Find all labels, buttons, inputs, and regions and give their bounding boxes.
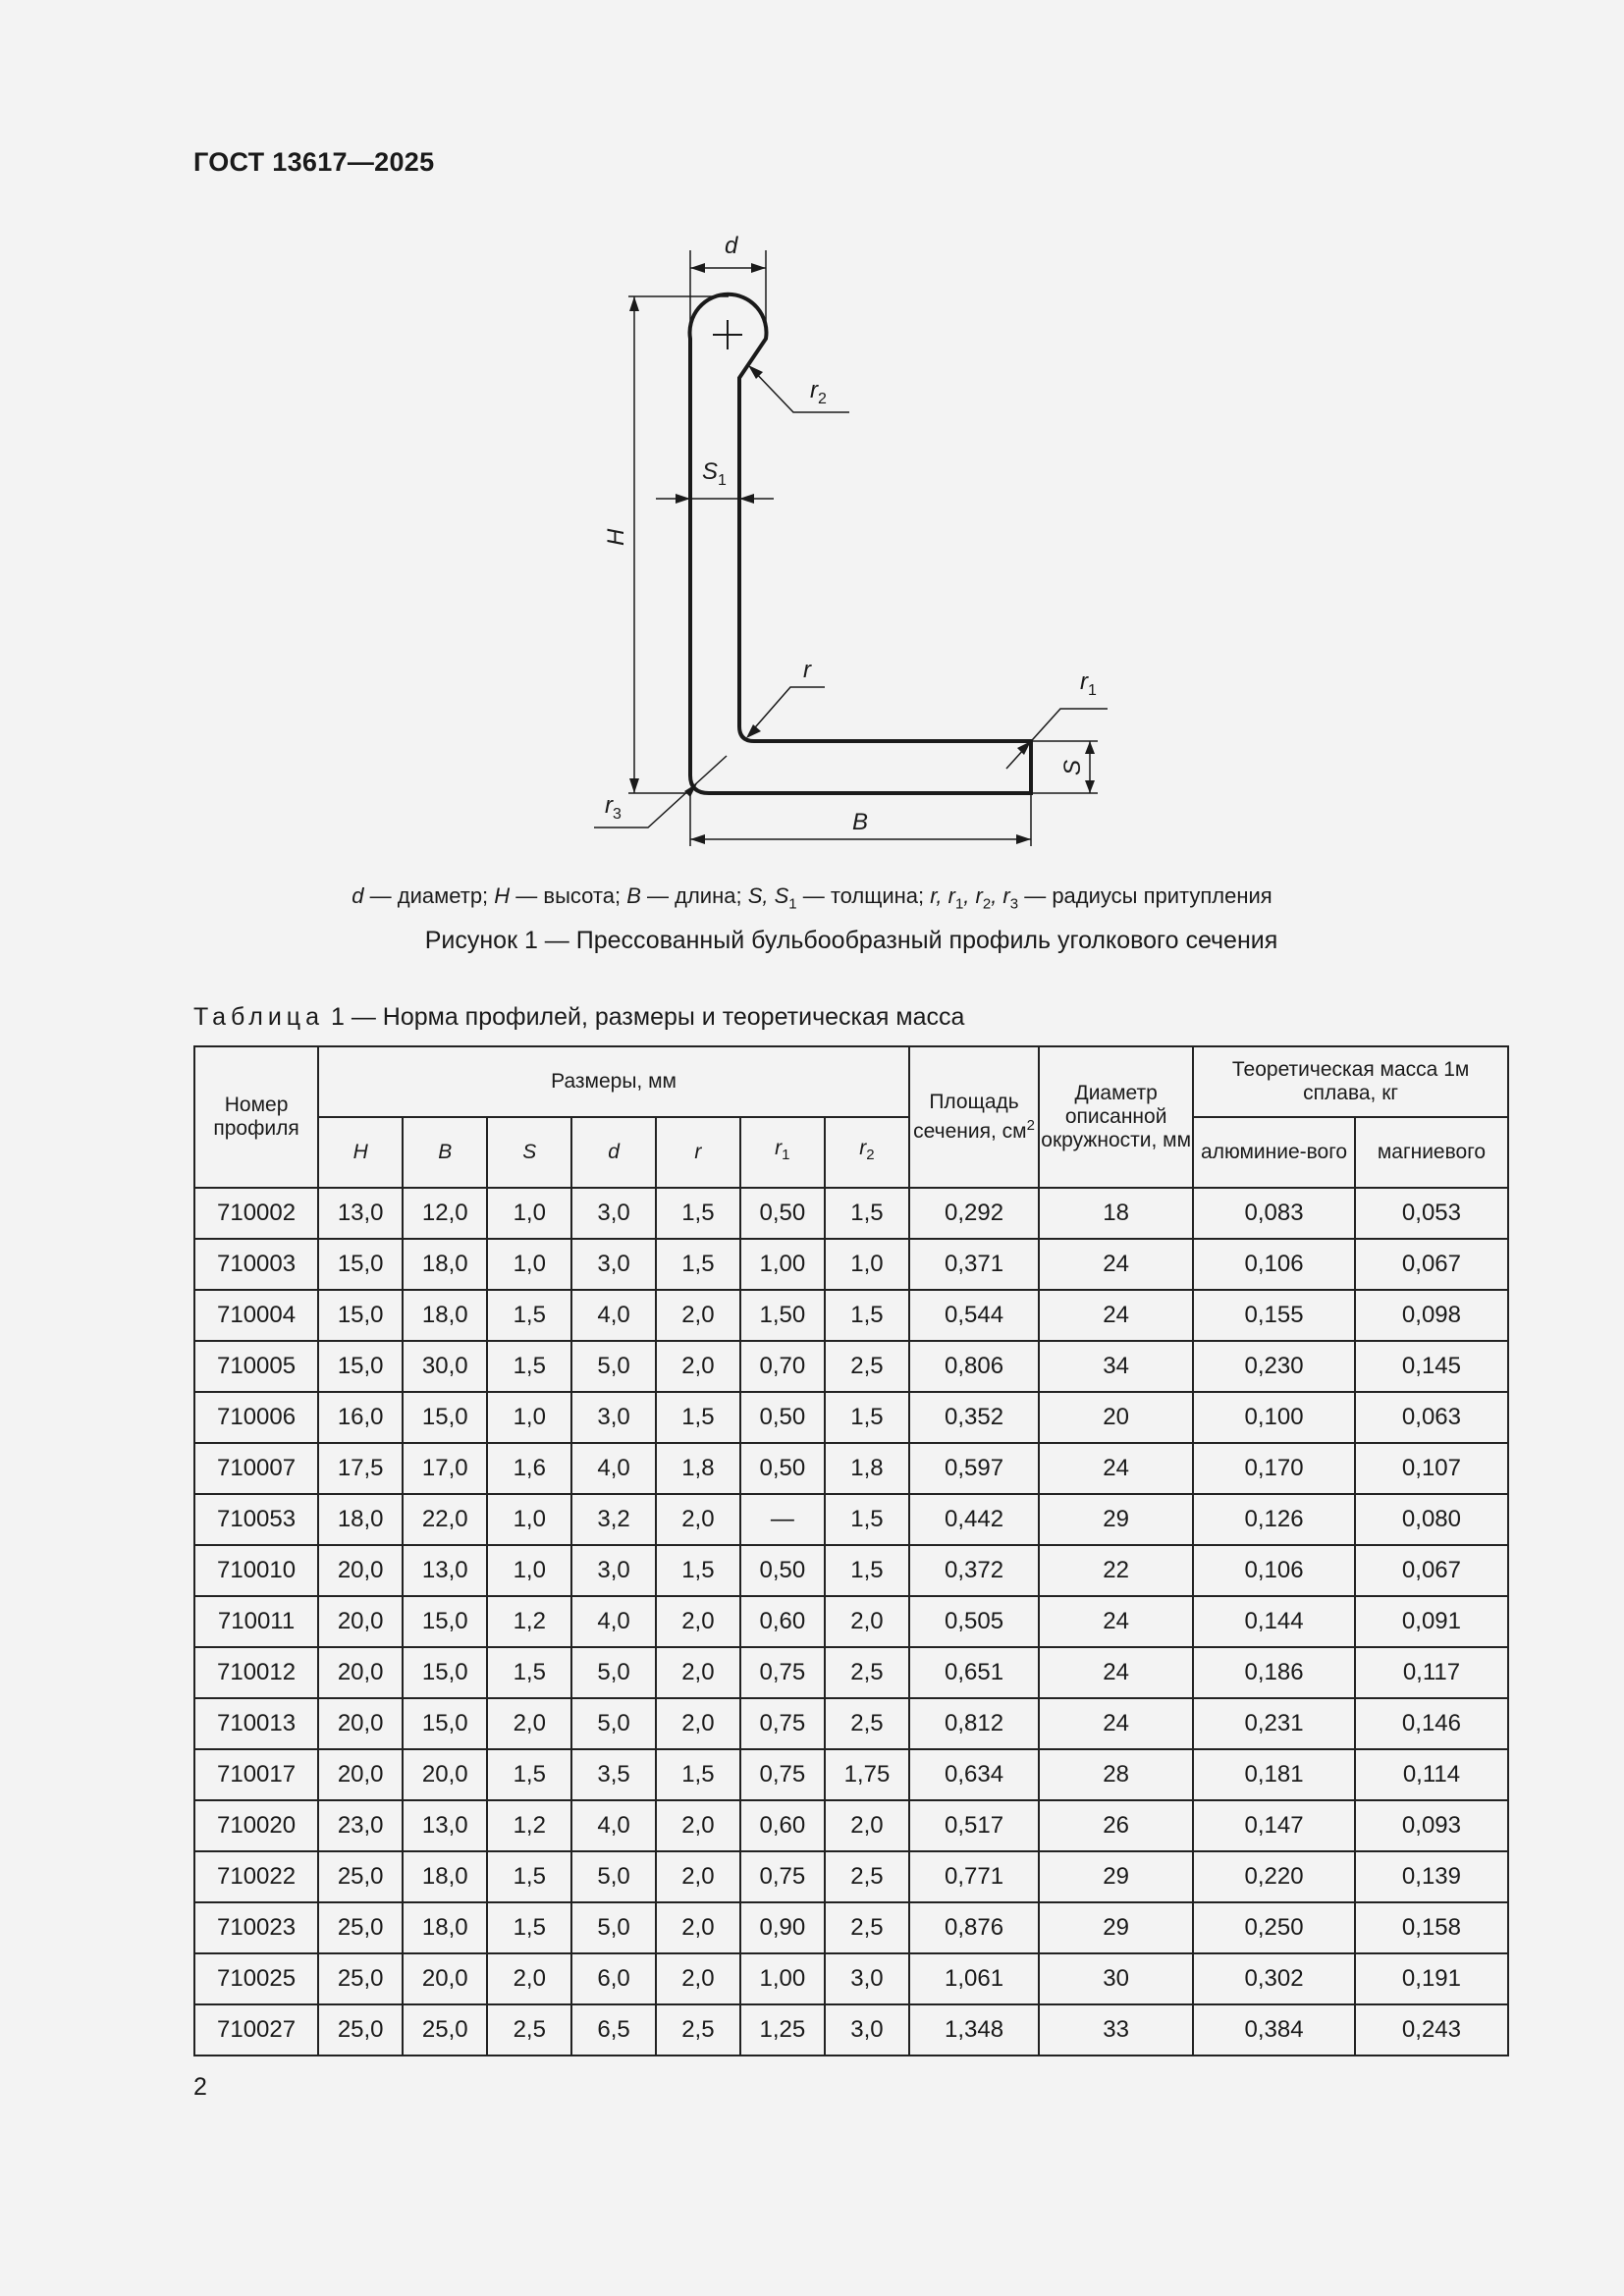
- table-row: [194, 1290, 1508, 1341]
- table-cell: 1,8: [825, 1443, 909, 1494]
- table-cell: 1,5: [656, 1239, 740, 1290]
- table-cell: 22,0: [403, 1494, 487, 1545]
- table-cell: 2,5: [825, 1851, 909, 1902]
- table-cell: 2,5: [825, 1698, 909, 1749]
- table-cell: 0,091: [1355, 1596, 1508, 1647]
- table-cell: 1,5: [656, 1392, 740, 1443]
- table-cell: 0,053: [1355, 1188, 1508, 1239]
- table-cell: 18: [1039, 1188, 1193, 1239]
- table-cell: 0,067: [1355, 1239, 1508, 1290]
- profile-drawing: [550, 216, 1139, 864]
- table-cell: 2,0: [656, 1698, 740, 1749]
- table-cell: 1,75: [825, 1749, 909, 1800]
- table-cell: 18,0: [403, 1902, 487, 1953]
- table-cell: 0,75: [740, 1851, 825, 1902]
- table-cell: 710023: [194, 1902, 318, 1953]
- label-r: r: [803, 657, 811, 683]
- table-cell: 0,50: [740, 1392, 825, 1443]
- table-cell: 2,0: [825, 1800, 909, 1851]
- table-cell: 1,2: [487, 1596, 571, 1647]
- table-cell: 710053: [194, 1494, 318, 1545]
- table-cell: 0,302: [1193, 1953, 1355, 2004]
- table-cell: 0,352: [909, 1392, 1039, 1443]
- table-cell: 18,0: [318, 1494, 403, 1545]
- table-cell: 1,5: [656, 1749, 740, 1800]
- table-cell: 20,0: [318, 1698, 403, 1749]
- figure-caption: Рисунок 1 — Прессованный бульбообразный профиль уголкового сечения: [424, 927, 1278, 954]
- table-cell: 1,8: [656, 1443, 740, 1494]
- table-cell: 24: [1039, 1647, 1193, 1698]
- table-cell: 0,634: [909, 1749, 1039, 1800]
- table-cell: 24: [1039, 1596, 1193, 1647]
- header-r1: $r_1$: [740, 1117, 825, 1188]
- label-r3: $r_3$: [605, 792, 622, 823]
- table-cell: 3,0: [571, 1545, 656, 1596]
- table-cell: 2,0: [656, 1902, 740, 1953]
- table-cell: 2,0: [825, 1596, 909, 1647]
- table-cell: 15,0: [403, 1392, 487, 1443]
- header-area: Площадь сечения, $см^2$: [909, 1046, 1039, 1188]
- table-title: Таблица 1 — Норма профилей, размеры и теоретическая масса: [193, 1003, 965, 1031]
- table-cell: 0,812: [909, 1698, 1039, 1749]
- table-cell: 1,5: [825, 1188, 909, 1239]
- table-cell: 20,0: [318, 1545, 403, 1596]
- table-cell: 710006: [194, 1392, 318, 1443]
- label-H: H: [603, 528, 629, 546]
- table-cell: 2,5: [825, 1647, 909, 1698]
- table-cell: 0,90: [740, 1902, 825, 1953]
- table-row: [194, 1698, 1508, 1749]
- document-header: ГОСТ 13617—2025: [193, 147, 435, 177]
- table-cell: 2,5: [825, 1341, 909, 1392]
- table-cell: 0,75: [740, 1647, 825, 1698]
- table-cell: 1,5: [656, 1188, 740, 1239]
- table-cell: 25,0: [318, 1902, 403, 1953]
- table-cell: 3,0: [825, 1953, 909, 2004]
- label-S: S: [1059, 759, 1086, 775]
- table-cell: 2,0: [656, 1953, 740, 2004]
- table-cell: 2,0: [487, 1698, 571, 1749]
- table-cell: 1,5: [487, 1647, 571, 1698]
- table-cell: 0,191: [1355, 1953, 1508, 2004]
- table-cell: 18,0: [403, 1239, 487, 1290]
- table-cell: 1,00: [740, 1239, 825, 1290]
- table-cell: 0,597: [909, 1443, 1039, 1494]
- header-aluminum: алюминие-вого: [1193, 1117, 1355, 1188]
- label-d: d: [725, 233, 738, 259]
- table-cell: 1,5: [487, 1851, 571, 1902]
- table-cell: 0,145: [1355, 1341, 1508, 1392]
- table-cell: 0,100: [1193, 1392, 1355, 1443]
- profiles-table: [193, 1045, 1509, 2056]
- table-cell: 12,0: [403, 1188, 487, 1239]
- table-cell: 0,371: [909, 1239, 1039, 1290]
- label-r1: $r_1$: [1080, 668, 1097, 699]
- table-cell: 0,114: [1355, 1749, 1508, 1800]
- header-diameter: Диаметр описанной окружности, мм: [1039, 1046, 1193, 1188]
- table-cell: 1,50: [740, 1290, 825, 1341]
- table-cell: 0,186: [1193, 1647, 1355, 1698]
- table-cell: 29: [1039, 1494, 1193, 1545]
- table-cell: 1,5: [825, 1545, 909, 1596]
- table-cell: 1,2: [487, 1800, 571, 1851]
- table-cell: 0,139: [1355, 1851, 1508, 1902]
- table-cell: 13,0: [403, 1800, 487, 1851]
- table-cell: 1,0: [487, 1494, 571, 1545]
- table-cell: 1,5: [487, 1290, 571, 1341]
- table-cell: 4,0: [571, 1290, 656, 1341]
- table-cell: 6,0: [571, 1953, 656, 2004]
- table-cell: 20: [1039, 1392, 1193, 1443]
- label-S1: $S_1$: [702, 458, 727, 489]
- table-cell: 0,147: [1193, 1800, 1355, 1851]
- table-cell: 0,250: [1193, 1902, 1355, 1953]
- table-cell: 1,5: [656, 1545, 740, 1596]
- table-cell: 25,0: [318, 1851, 403, 1902]
- header-r2: $r_2$: [825, 1117, 909, 1188]
- table-cell: 1,348: [909, 2004, 1039, 2056]
- table-cell: 20,0: [403, 1953, 487, 2004]
- table-cell: 710020: [194, 1800, 318, 1851]
- table-cell: 3,0: [571, 1188, 656, 1239]
- table-cell: 1,5: [487, 1902, 571, 1953]
- table-cell: 15,0: [403, 1698, 487, 1749]
- table-cell: 710013: [194, 1698, 318, 1749]
- table-cell: 0,50: [740, 1188, 825, 1239]
- table-cell: 0,60: [740, 1800, 825, 1851]
- table-cell: 710007: [194, 1443, 318, 1494]
- table-cell: 34: [1039, 1341, 1193, 1392]
- table-cell: 0,080: [1355, 1494, 1508, 1545]
- r-leader: [749, 687, 825, 734]
- table-cell: 25,0: [403, 2004, 487, 2056]
- table-cell: 15,0: [318, 1290, 403, 1341]
- table-cell: 0,806: [909, 1341, 1039, 1392]
- table-cell: 0,067: [1355, 1545, 1508, 1596]
- table-cell: 710025: [194, 1953, 318, 2004]
- table-cell: 24: [1039, 1290, 1193, 1341]
- table-cell: 2,0: [656, 1851, 740, 1902]
- table-cell: 0,544: [909, 1290, 1039, 1341]
- table-cell: 1,0: [825, 1239, 909, 1290]
- table-cell: 17,5: [318, 1443, 403, 1494]
- table-cell: 0,442: [909, 1494, 1039, 1545]
- table-cell: 0,70: [740, 1341, 825, 1392]
- table-cell: 30: [1039, 1953, 1193, 2004]
- table-cell: 710012: [194, 1647, 318, 1698]
- table-cell: 2,0: [656, 1341, 740, 1392]
- table-cell: 29: [1039, 1902, 1193, 1953]
- header-dimensions: Размеры, мм: [318, 1046, 909, 1117]
- table-cell: 0,505: [909, 1596, 1039, 1647]
- table-cell: 710010: [194, 1545, 318, 1596]
- table-cell: 0,107: [1355, 1443, 1508, 1494]
- header-r: r: [656, 1117, 740, 1188]
- table-cell: 0,144: [1193, 1596, 1355, 1647]
- table-cell: 20,0: [318, 1647, 403, 1698]
- page-number: 2: [193, 2073, 207, 2101]
- table-cell: 0,117: [1355, 1647, 1508, 1698]
- table-cell: 1,5: [825, 1290, 909, 1341]
- header-number: Номер профиля: [194, 1046, 318, 1188]
- table-cell: 0,093: [1355, 1800, 1508, 1851]
- table-cell: 0,106: [1193, 1239, 1355, 1290]
- table-cell: 1,0: [487, 1239, 571, 1290]
- table-cell: 0,771: [909, 1851, 1039, 1902]
- table-cell: 20,0: [318, 1749, 403, 1800]
- table-cell: 15,0: [403, 1596, 487, 1647]
- label-r2: $r_2$: [810, 377, 827, 407]
- table-cell: 3,0: [825, 2004, 909, 2056]
- table-cell: 3,0: [571, 1239, 656, 1290]
- table-cell: 20,0: [318, 1596, 403, 1647]
- table-cell: 0,651: [909, 1647, 1039, 1698]
- r1-leader: [1006, 709, 1108, 769]
- table-cell: 710005: [194, 1341, 318, 1392]
- table-row: [194, 1596, 1508, 1647]
- table-cell: 18,0: [403, 1851, 487, 1902]
- table-cell: 0,230: [1193, 1341, 1355, 1392]
- table-cell: 0,292: [909, 1188, 1039, 1239]
- table-cell: 0,083: [1193, 1188, 1355, 1239]
- table-cell: 0,384: [1193, 2004, 1355, 2056]
- table-cell: 29: [1039, 1851, 1193, 1902]
- table-cell: 2,0: [656, 1290, 740, 1341]
- table-cell: 0,75: [740, 1698, 825, 1749]
- table-row: [194, 1188, 1508, 1239]
- table-cell: 710027: [194, 2004, 318, 2056]
- table-row: [194, 1239, 1508, 1290]
- table-cell: 0,158: [1355, 1902, 1508, 1953]
- table-cell: 2,0: [656, 1800, 740, 1851]
- table-cell: 15,0: [318, 1341, 403, 1392]
- table-cell: 0,146: [1355, 1698, 1508, 1749]
- header-H: H: [318, 1117, 403, 1188]
- profile-outline: [689, 294, 1031, 793]
- table-cell: 4,0: [571, 1596, 656, 1647]
- table-cell: 0,181: [1193, 1749, 1355, 1800]
- header-magnesium: магниевого: [1355, 1117, 1508, 1188]
- table-cell: 0,098: [1355, 1290, 1508, 1341]
- table-cell: 1,0: [487, 1188, 571, 1239]
- table-cell: 0,60: [740, 1596, 825, 1647]
- table-row: [194, 1800, 1508, 1851]
- table-row: [194, 1443, 1508, 1494]
- table-cell: 30,0: [403, 1341, 487, 1392]
- table-cell: 3,2: [571, 1494, 656, 1545]
- table-cell: 2,0: [487, 1953, 571, 2004]
- table-cell: 710022: [194, 1851, 318, 1902]
- table-cell: 1,5: [487, 1749, 571, 1800]
- table-cell: —: [740, 1494, 825, 1545]
- table-cell: 0,50: [740, 1443, 825, 1494]
- header-B: B: [403, 1117, 487, 1188]
- table-cell: 25,0: [318, 2004, 403, 2056]
- table-cell: 1,25: [740, 2004, 825, 2056]
- table-cell: 33: [1039, 2004, 1193, 2056]
- table-cell: 0,220: [1193, 1851, 1355, 1902]
- table-row: [194, 2004, 1508, 2056]
- table-cell: 710003: [194, 1239, 318, 1290]
- table-cell: 1,0: [487, 1392, 571, 1443]
- table-row: [194, 1494, 1508, 1545]
- table-row: [194, 1392, 1508, 1443]
- table-cell: 4,0: [571, 1443, 656, 1494]
- table-cell: 13,0: [403, 1545, 487, 1596]
- table-cell: 0,231: [1193, 1698, 1355, 1749]
- table-row: [194, 1749, 1508, 1800]
- table-cell: 15,0: [318, 1239, 403, 1290]
- label-B: B: [852, 809, 869, 835]
- table-cell: 2,0: [656, 1494, 740, 1545]
- table-cell: 0,372: [909, 1545, 1039, 1596]
- table-cell: 5,0: [571, 1851, 656, 1902]
- table-cell: 1,5: [487, 1341, 571, 1392]
- table-cell: 4,0: [571, 1800, 656, 1851]
- figure-legend: d — диаметр; H — высота; B — длина; S, $S_1$ — толщина; r, $r_1$, $r_2$, $r_3$ — радиусы притупления: [352, 883, 1272, 913]
- table-cell: 23,0: [318, 1800, 403, 1851]
- table-cell: 5,0: [571, 1902, 656, 1953]
- table-cell: 18,0: [403, 1290, 487, 1341]
- table-cell: 24: [1039, 1443, 1193, 1494]
- table-cell: 5,0: [571, 1698, 656, 1749]
- table-cell: 2,5: [825, 1902, 909, 1953]
- table-row: [194, 1953, 1508, 2004]
- table-row: [194, 1647, 1508, 1698]
- table-row: [194, 1341, 1508, 1392]
- table-cell: 710011: [194, 1596, 318, 1647]
- table-cell: 2,5: [487, 2004, 571, 2056]
- table-cell: 0,517: [909, 1800, 1039, 1851]
- table-cell: 1,6: [487, 1443, 571, 1494]
- table-cell: 1,5: [825, 1494, 909, 1545]
- table-cell: 5,0: [571, 1341, 656, 1392]
- header-S: S: [487, 1117, 571, 1188]
- table-cell: 1,00: [740, 1953, 825, 2004]
- table-cell: 16,0: [318, 1392, 403, 1443]
- table-cell: 0,106: [1193, 1545, 1355, 1596]
- table-cell: 710004: [194, 1290, 318, 1341]
- table-cell: 0,75: [740, 1749, 825, 1800]
- table-cell: 24: [1039, 1239, 1193, 1290]
- table-cell: 5,0: [571, 1647, 656, 1698]
- table-row: [194, 1545, 1508, 1596]
- table-cell: 15,0: [403, 1647, 487, 1698]
- table-cell: 24: [1039, 1698, 1193, 1749]
- table-cell: 0,876: [909, 1902, 1039, 1953]
- table-cell: 1,5: [825, 1392, 909, 1443]
- table-cell: 3,0: [571, 1392, 656, 1443]
- table-cell: 2,5: [656, 2004, 740, 2056]
- table-cell: 2,0: [656, 1596, 740, 1647]
- table-cell: 1,061: [909, 1953, 1039, 2004]
- table-cell: 28: [1039, 1749, 1193, 1800]
- table-cell: 22: [1039, 1545, 1193, 1596]
- table-row: [194, 1902, 1508, 1953]
- table-cell: 3,5: [571, 1749, 656, 1800]
- table-cell: 710002: [194, 1188, 318, 1239]
- r2-leader: [751, 368, 849, 412]
- table-cell: 20,0: [403, 1749, 487, 1800]
- table-cell: 13,0: [318, 1188, 403, 1239]
- table-cell: 6,5: [571, 2004, 656, 2056]
- table-cell: 0,170: [1193, 1443, 1355, 1494]
- table-cell: 0,063: [1355, 1392, 1508, 1443]
- table-cell: 0,243: [1355, 2004, 1508, 2056]
- table-cell: 0,155: [1193, 1290, 1355, 1341]
- table-cell: 0,126: [1193, 1494, 1355, 1545]
- header-d: d: [571, 1117, 656, 1188]
- table-cell: 0,50: [740, 1545, 825, 1596]
- table-cell: 17,0: [403, 1443, 487, 1494]
- table-row: [194, 1851, 1508, 1902]
- table-cell: 710017: [194, 1749, 318, 1800]
- table-cell: 26: [1039, 1800, 1193, 1851]
- table-cell: 1,0: [487, 1545, 571, 1596]
- table-cell: 2,0: [656, 1647, 740, 1698]
- header-mass: Теоретическая масса 1м сплава, кг: [1193, 1046, 1508, 1117]
- table-cell: 25,0: [318, 1953, 403, 2004]
